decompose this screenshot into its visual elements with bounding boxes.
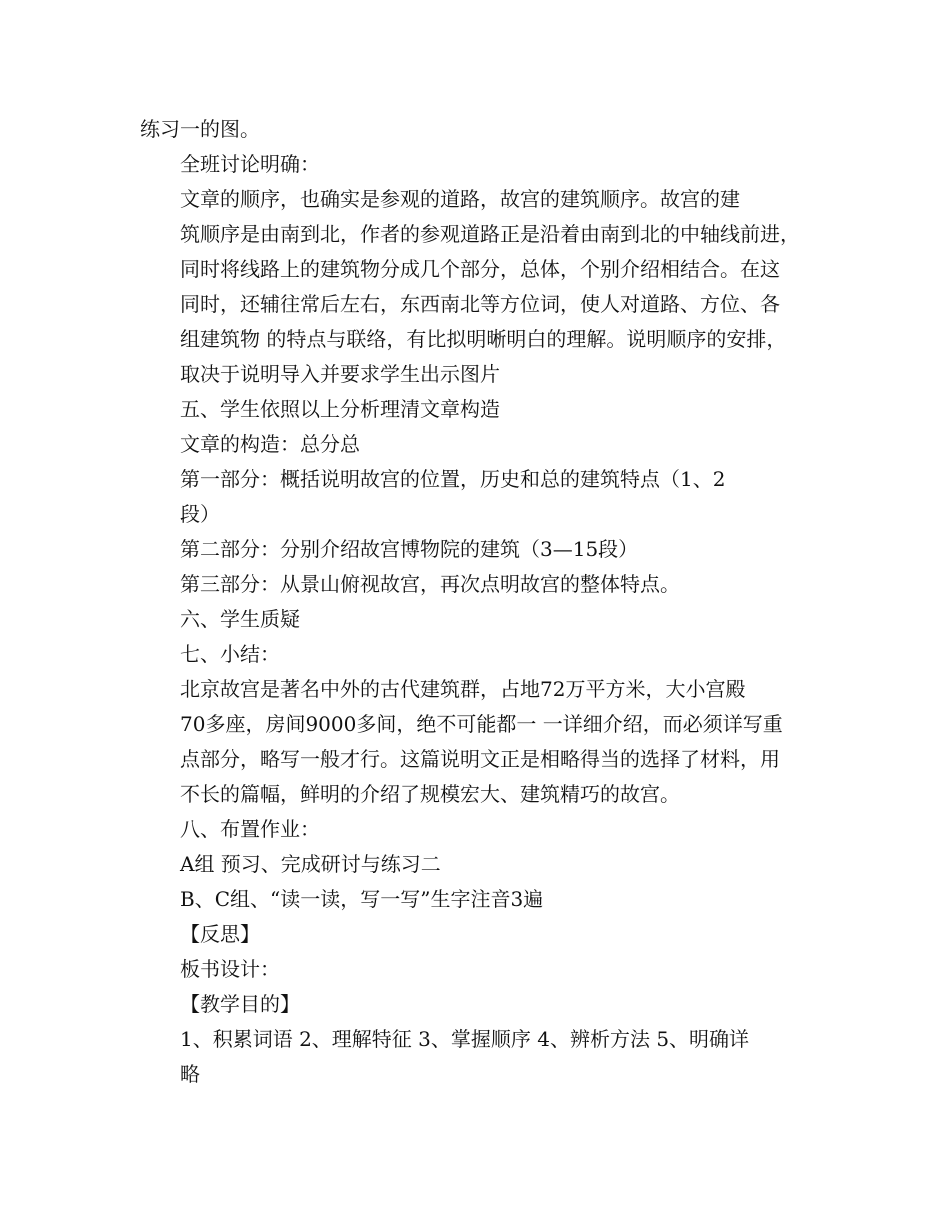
text-line: 取决于说明导入并要求学生出示图片 (180, 362, 500, 386)
text-line: 六、学生质疑 (180, 607, 300, 631)
paragraph (140, 917, 815, 952)
text-line: 70多座，房间9000多间，绝不可能都一 一详细介绍，而必须详写重 (180, 712, 783, 736)
paragraph (140, 462, 815, 532)
paragraph (140, 602, 815, 637)
text-line: 【反思】 (180, 922, 260, 946)
paragraph (140, 182, 815, 392)
text-line: 【教学目的】 (180, 992, 300, 1016)
text-line: 第二部分：分别介绍故宫博物院的建筑（3—15段） (180, 537, 639, 561)
text-line: 段） (180, 502, 220, 526)
text-line: 同时，还辅往常后左右，东西南北等方位词，使人对道路、方位、各 (180, 292, 780, 316)
paragraph (140, 392, 815, 427)
text-line: B、C组、“读一读，写一写”生字注音3遍 (180, 887, 544, 911)
paragraph (140, 532, 815, 567)
document-body (140, 112, 815, 1092)
text-line: 1、积累词语 2、理解特征 3、掌握顺序 4、辨析方法 5、明确详 (180, 1027, 750, 1051)
text-line: 七、小结： (180, 642, 280, 666)
text-line: 文章的顺序，也确实是参观的道路，故宫的建筑顺序。故宫的建 (180, 187, 740, 211)
text-line: 同时将线路上的建筑物分成几个部分，总体，个别介绍相结合。在这 (180, 257, 780, 281)
text-line: 第三部分：从景山俯视故宫，再次点明故宫的整体特点。 (180, 572, 680, 596)
text-line: 筑顺序是由南到北，作者的参观道路正是沿着由南到北的中轴线前进， (180, 222, 800, 246)
text-line: 板书设计： (180, 957, 280, 981)
paragraph (140, 882, 815, 917)
text-line: 略 (180, 1062, 200, 1086)
text-line: 全班讨论明确： (180, 152, 320, 176)
paragraph (140, 812, 815, 847)
paragraph (140, 567, 815, 602)
text-line: 组建筑物 的特点与联络，有比拟明晰明白的理解。说明顺序的安排， (180, 327, 787, 351)
paragraph (140, 987, 815, 1022)
text-line: 五、学生依照以上分析理清文章构造 (180, 397, 500, 421)
paragraph (140, 112, 815, 147)
text-line: 不长的篇幅，鲜明的介绍了规模宏大、建筑精巧的故宫。 (180, 782, 680, 806)
paragraph (140, 637, 815, 672)
paragraph (140, 147, 815, 182)
text-line: 文章的构造：总分总 (180, 432, 360, 456)
paragraph (140, 672, 815, 812)
text-line: 练习一的图。 (140, 117, 260, 141)
paragraph (140, 847, 815, 882)
paragraph (140, 1022, 815, 1092)
text-line: 点部分，略写一般才行。这篇说明文正是相略得当的选择了材料，用 (180, 747, 780, 771)
text-line: 北京故宫是著名中外的古代建筑群，占地72万平方米，大小宫殿 (180, 677, 746, 701)
text-line: A组 预习、完成研讨与练习二 (180, 852, 441, 876)
paragraph (140, 427, 815, 462)
text-line: 第一部分：概括说明故宫的位置，历史和总的建筑特点（1、2 (180, 467, 726, 491)
text-line: 八、布置作业： (180, 817, 320, 841)
paragraph (140, 952, 815, 987)
